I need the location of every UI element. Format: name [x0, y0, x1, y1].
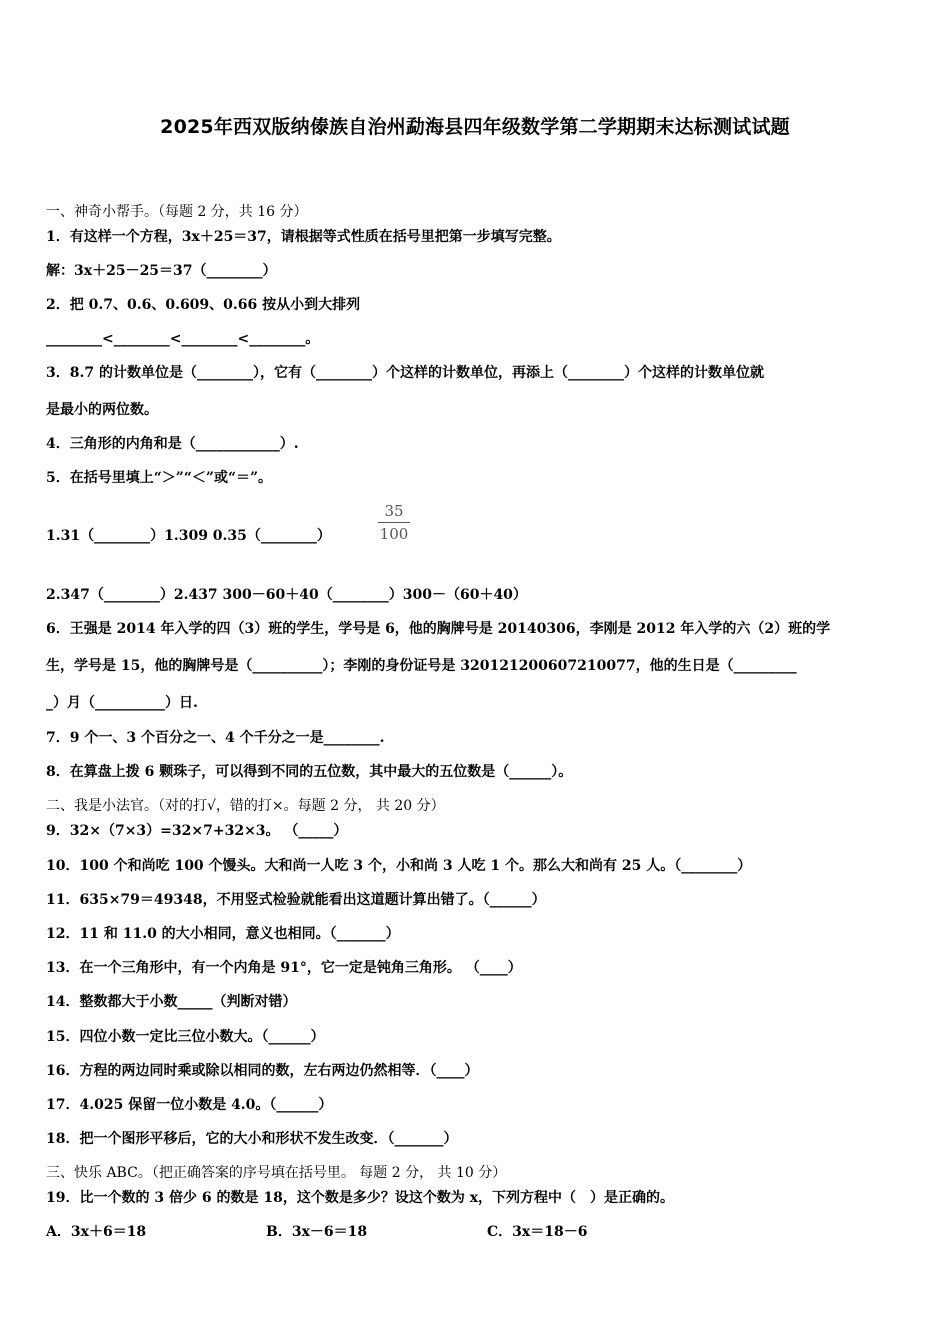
section-2-heading: 二、我是小法官。（对的打√，错的打×。每题 2 分， 共 20 分） — [46, 798, 445, 814]
question-12: 12．11 和 11.0 的大小相同，意义也相同。（_______） — [46, 926, 400, 942]
question-14: 14．整数都大于小数_____（判断对错） — [46, 994, 297, 1010]
question-10: 10．100 个和尚吃 100 个馒头。大和尚一人吃 3 个，小和尚 3 人吃 1 个。那么大和尚有 25 人。（________） — [46, 858, 752, 874]
question-5-row-1: 1.31（________）1.309 0.35（________） — [46, 528, 331, 544]
question-18: 18．把一个图形平移后，它的大小和形状不发生改变．（_______） — [46, 1131, 458, 1147]
question-4: 4．三角形的内角和是（____________）. — [46, 436, 299, 452]
question-1-answer-line: 解：3x＋25－25＝37（________） — [46, 263, 277, 279]
question-6-continued: 生，学号是 15，他的胸牌号是（__________）；李刚的身份证号是 320121200607210077，他的生日是（_________ — [46, 658, 797, 674]
question-2: 2．把 0.7、0.6、0.609、0.66 按从小到大排列 — [46, 297, 361, 313]
option-b: B．3x－6＝18 — [266, 1224, 368, 1240]
fraction — [378, 501, 410, 544]
question-5: 5．在括号里填上“＞”“＜”或“＝”。 — [46, 470, 273, 486]
question-6: 6．王强是 2014 年入学的四（3）班的学生，学号是 6，他的胸牌号是 20140306，李刚是 2012 年入学的六（2）班的学 — [46, 621, 831, 637]
fraction-bar — [378, 522, 410, 523]
question-7: 7．9 个一、3 个百分之一、4 个千分之一是________. — [46, 730, 385, 746]
option-c: C．3x＝18－6 — [487, 1224, 588, 1240]
question-2-blanks: ________<________<________<________。 — [46, 331, 320, 347]
question-6-continued-2: _）月（__________）日. — [46, 695, 198, 711]
question-17: 17．4.025 保留一位小数是 4.0。（______） — [46, 1097, 333, 1113]
question-3-continued: 是最小的两位数。 — [46, 402, 158, 418]
question-19: 19．比一个数的 3 倍少 6 的数是 18，这个数是多少？设这个数为 x，下列方程中（ ）是正确的。 — [46, 1190, 675, 1206]
question-16: 16．方程的两边同时乘或除以相同的数，左右两边仍然相等．（____） — [46, 1063, 479, 1079]
question-11: 11．635×79＝49348，不用竖式检验就能看出这道题计算出错了。（______） — [46, 892, 546, 908]
question-5-row-2: 2.347（________）2.437 300－60＋40（________）300－（60＋40） — [46, 587, 527, 603]
section-3-heading: 三、快乐 ABC。（把正确答案的序号填在括号里。 每题 2 分， 共 10 分） — [46, 1165, 507, 1181]
question-1: 1．有这样一个方程，3x＋25＝37，请根据等式性质在括号里把第一步填写完整。 — [46, 229, 561, 245]
page-title: 2025年西双版纳傣族自治州勐海县四年级数学第二学期期末达标测试试题 — [160, 116, 790, 138]
question-13: 13．在一个三角形中，有一个内角是 91°，它一定是钝角三角形。 （____） — [46, 960, 522, 976]
question-15: 15．四位小数一定比三位小数大。（______） — [46, 1029, 325, 1045]
question-3: 3．8.7 的计数单位是（________），它有（________）个这样的计数单位，再添上（________）个这样的计数单位就 — [46, 365, 764, 381]
section-1-heading: 一、神奇小帮手。（每题 2 分，共 16 分） — [46, 204, 308, 220]
option-a: A．3x＋6＝18 — [46, 1224, 147, 1240]
question-9: 9．32×（7×3）=32×7+32×3。 （_____） — [46, 823, 348, 839]
fraction-numerator: 35 — [384, 502, 404, 520]
question-8: 8．在算盘上拨 6 颗珠子，可以得到不同的五位数，其中最大的五位数是（______）。 — [46, 764, 573, 780]
fraction-denominator: 100 — [379, 525, 409, 543]
